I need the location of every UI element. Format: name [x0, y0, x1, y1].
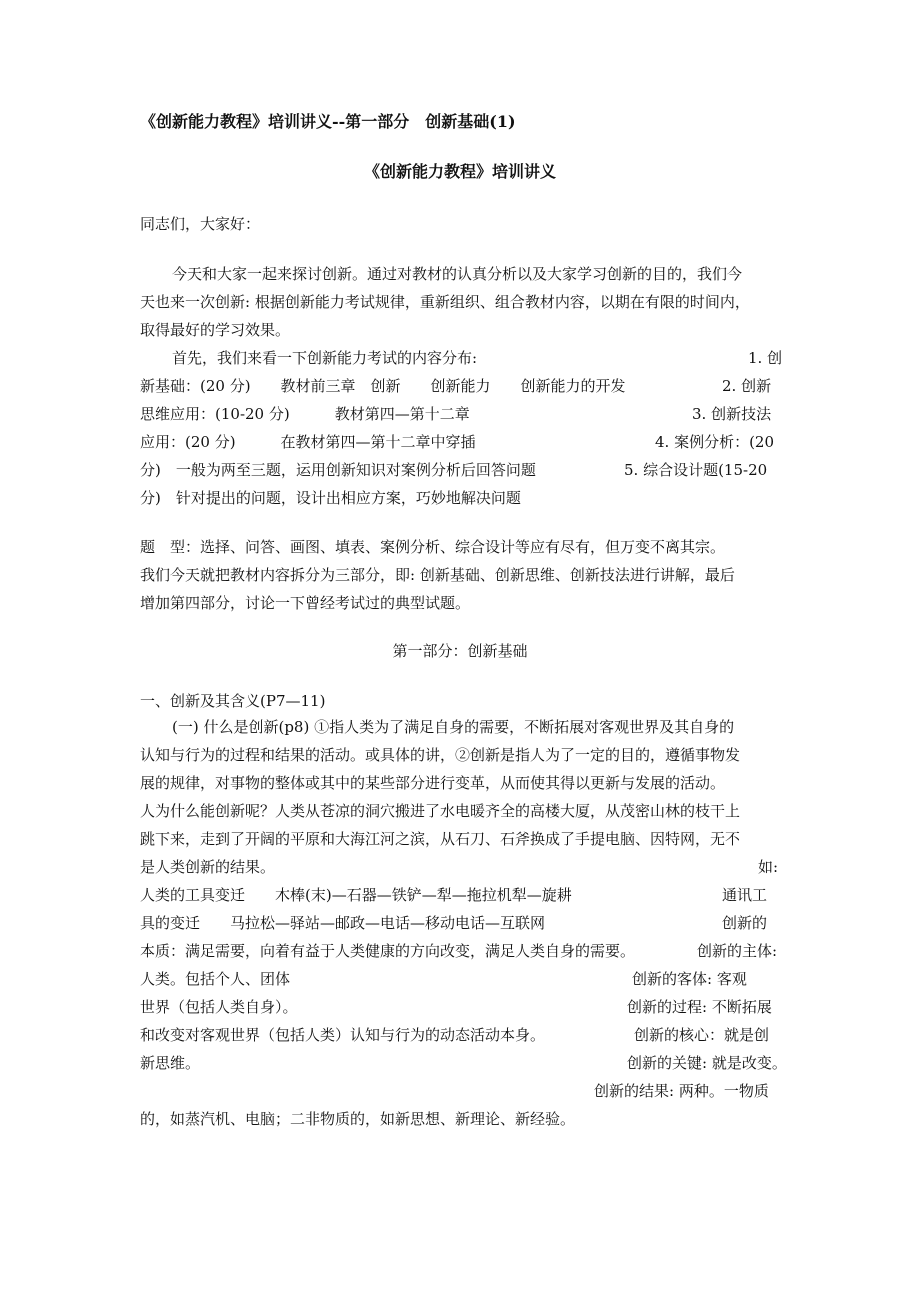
paragraph-line: 今天和大家一起来探讨创新。通过对教材的认真分析以及大家学习创新的目的，我们今: [172, 265, 743, 283]
paragraph-line: 展的规律，对事物的整体或其中的某些部分进行变革，从而使其得以更新与发展的活动。: [140, 774, 726, 792]
paragraph-line: 新基础：(20 分) 教材前三章 创新 创新能力 创新能力的开发: [140, 377, 626, 395]
paragraph-line: 认知与行为的过程和结果的活动。或具体的讲，②创新是指人为了一定的目的，遵循事物发: [140, 746, 741, 764]
paragraph-line: 新思维。: [140, 1054, 201, 1072]
document-title: 《创新能力教程》培训讲义--第一部分 创新基础(1): [140, 112, 516, 131]
paragraph-line-right: 2. 创新: [722, 377, 772, 395]
paragraph-line: 和改变对客观世界（包括人类）认知与行为的动态活动本身。: [140, 1026, 546, 1044]
document-subtitle: 《创新能力教程》培训讲义: [363, 162, 556, 181]
paragraph-line: 应用：(20 分) 在教材第四—第十二章中穿插: [140, 433, 476, 451]
paragraph-line: 增加第四部分，讨论一下曾经考试过的典型试题。: [140, 594, 471, 612]
paragraph-line-right: 创新的: [722, 914, 768, 932]
paragraph-line-right: 4. 案例分析：(20: [655, 433, 775, 451]
paragraph-line-right: 5. 综合设计题(15-20: [624, 461, 768, 479]
paragraph-line-right: 3. 创新技法: [692, 405, 772, 423]
section-heading: 第一部分：创新基础: [392, 642, 528, 660]
paragraph-line: 是人类创新的结果。: [140, 858, 276, 876]
paragraph-line-right: 创新的关键: 就是改变。: [627, 1054, 787, 1072]
paragraph-line-right: 创新的主体:: [697, 942, 778, 960]
paragraph-line: 天也来一次创新: 根据创新能力考试规律，重新组织、组合教材内容，以期在有限的时间内，: [140, 293, 750, 311]
paragraph-line: 人类的工具变迁 木棒(末)—石器—铁铲—犁—拖拉机犁—旋耕: [140, 886, 572, 904]
paragraph-line: 取得最好的学习效果。: [140, 321, 291, 339]
paragraph-line: 首先，我们来看一下创新能力考试的内容分布:: [172, 349, 478, 367]
paragraph-line: 跳下来，走到了开阔的平原和大海江河之滨，从石刀、石斧换成了手提电脑、因特网，无不: [140, 830, 741, 848]
subsection-heading: 一、创新及其含义(P7—11): [140, 692, 326, 710]
paragraph-line-right: 创新的过程: 不断拓展: [627, 998, 772, 1016]
paragraph-line-right: 创新的核心：就是创: [634, 1026, 770, 1044]
paragraph-line: 分) 针对提出的问题，设计出相应方案，巧妙地解决问题: [140, 489, 521, 507]
paragraph-line-right: 通讯工: [722, 886, 768, 904]
paragraph-line-right: 如:: [758, 858, 779, 876]
paragraph-line-right: 1. 创: [748, 349, 783, 367]
paragraph-line: 的，如蒸汽机、电脑；二非物质的，如新思想、新理论、新经验。: [140, 1110, 576, 1128]
paragraph-line: 题 型：选择、问答、画图、填表、案例分析、综合设计等应有尽有，但万变不离其宗。: [140, 538, 726, 556]
paragraph-line: 人类。包括个人、团体: [140, 970, 291, 988]
paragraph-line: 分) 一般为两至三题，运用创新知识对案例分析后回答问题: [140, 461, 536, 479]
paragraph-line: 世界（包括人类自身）。: [140, 998, 298, 1016]
paragraph-line-right: 创新的客体: 客观: [632, 970, 747, 988]
paragraph-line: 人为什么能创新呢？人类从苍凉的洞穴搬进了水电暖齐全的高楼大厦，从茂密山林的枝干上: [140, 802, 741, 820]
paragraph-line: 具的变迁 马拉松—驿站—邮政—电话—移动电话—互联网: [140, 914, 546, 932]
paragraph-line: 本质：满足需要，向着有益于人类健康的方向改变，满足人类自身的需要。: [140, 942, 636, 960]
paragraph-line: 我们今天就把教材内容拆分为三部分，即: 创新基础、创新思维、创新技法进行讲解，最后: [140, 566, 735, 584]
paragraph-line-right: 创新的结果: 两种。一物质: [594, 1082, 769, 1100]
paragraph-line: (一) 什么是创新(p8) ①指人类为了满足自身的需要，不断拓展对客观世界及其自身的: [172, 718, 735, 736]
paragraph-line: 思维应用：(10-20 分) 教材第四—第十二章: [140, 405, 470, 423]
greeting: 同志们，大家好：: [140, 215, 261, 233]
